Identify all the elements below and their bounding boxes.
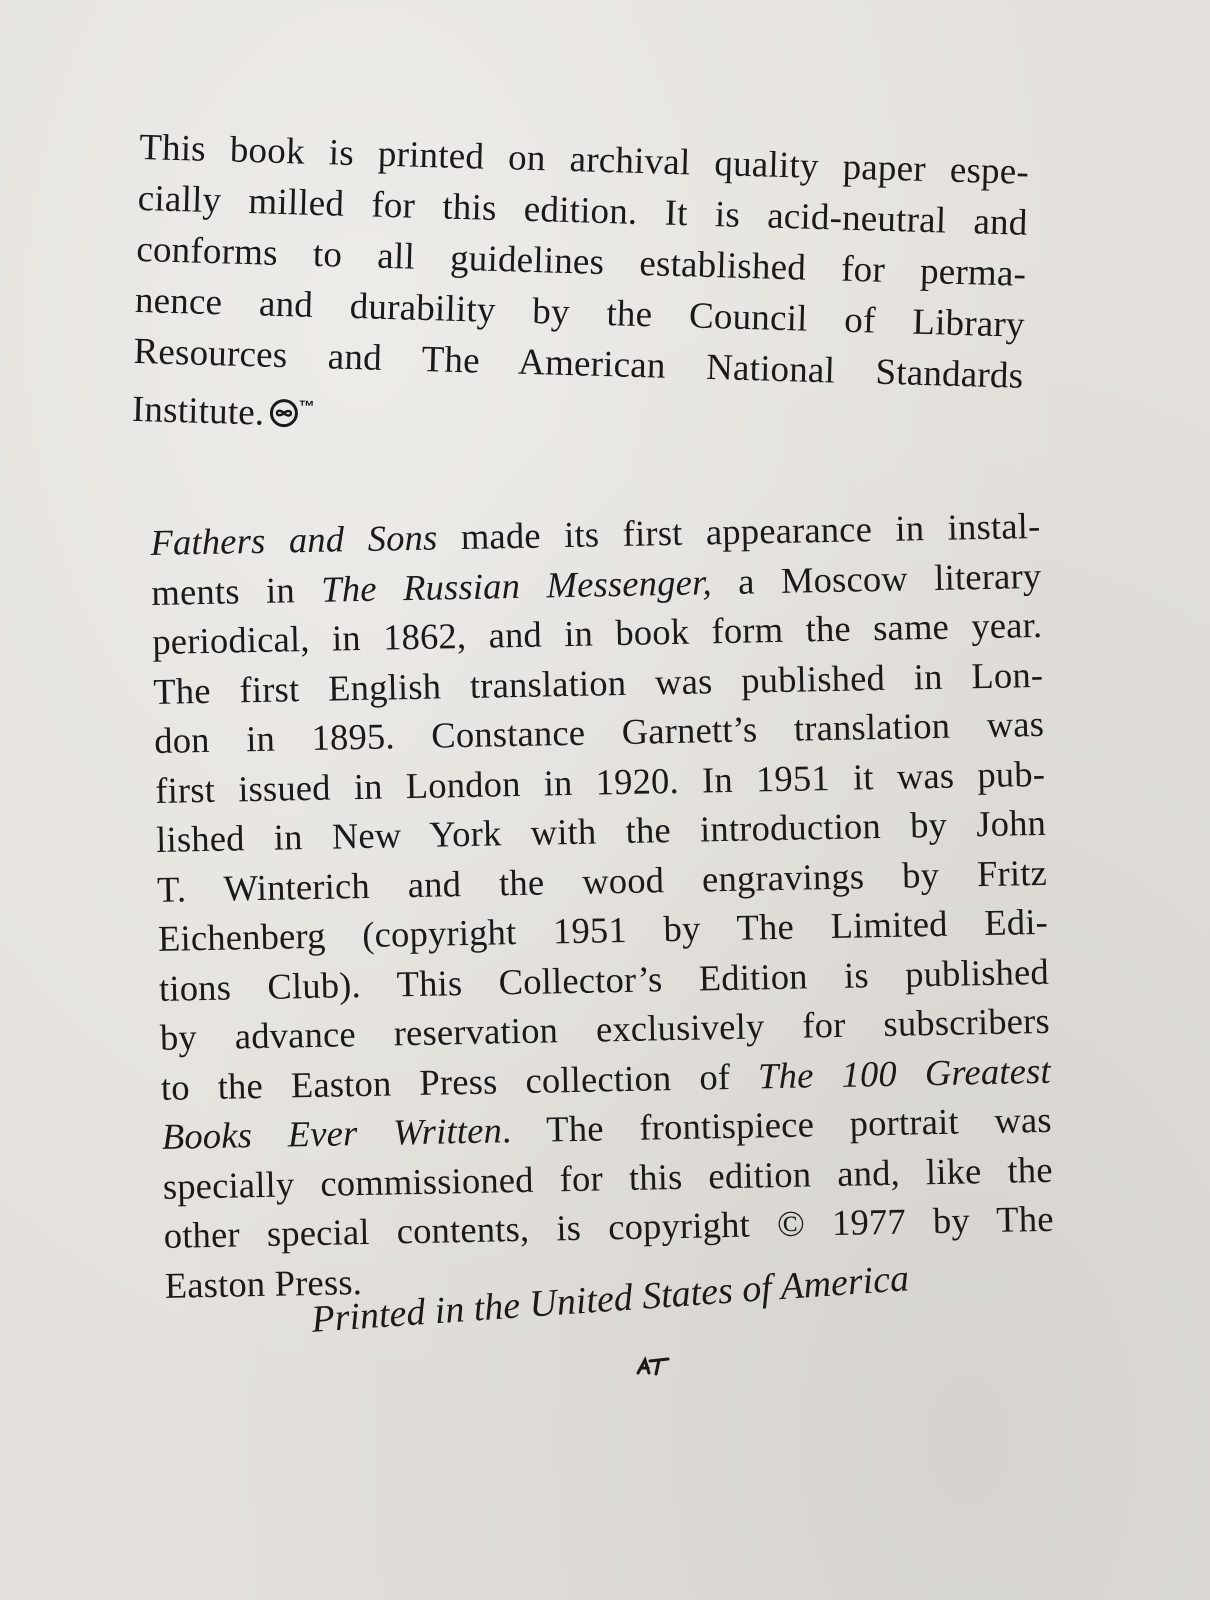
trademark-symbol: ™: [298, 398, 316, 416]
paper-notice-paragraph: [131, 122, 1029, 463]
book-title: Fathers and Sons: [150, 516, 438, 563]
history-line: The first English translation was published in Lon-: [152, 653, 1044, 712]
history-line: specially commissioned for this edition and, like the: [162, 1148, 1054, 1207]
printed-in-usa-line: Printed in the United States of America: [310, 1257, 911, 1341]
notice-line: cially milled for this edition. It is acid-neutral and: [137, 177, 1029, 244]
press-logo-icon: [636, 1356, 670, 1376]
periodical-title: The Russian Messenger,: [320, 560, 713, 610]
notice-line: conforms to all guidelines established for perma-: [135, 228, 1027, 295]
notice-line: nence and durability by the Council of Library: [134, 279, 1026, 346]
history-line: ments in The Russian Messenger, a Moscow literary: [151, 554, 1042, 613]
infinity-in-circle-icon: [268, 391, 299, 443]
history-line: by advance reservation exclusively for subscribers: [159, 999, 1051, 1058]
history-line: Easton Press.: [164, 1260, 363, 1306]
history-line: periodical, in 1862, and in book form the same year.: [151, 603, 1043, 662]
collection-title-continued: Books Ever Written: [161, 1109, 503, 1157]
notice-line: This book is printed on archival quality paper espe-: [138, 126, 1030, 193]
history-line: first issued in London in 1920. In 1951 it was pub-: [154, 752, 1046, 811]
notice-line: Resources and The American National Standards: [133, 330, 1024, 397]
history-line: Fathers and Sons made its first appearance in instal-: [150, 504, 1041, 563]
history-line: don in 1895. Constance Garnett’s translation was: [153, 702, 1045, 761]
history-line: Eichenberg (copyright 1951 by The Limited Edi-: [157, 900, 1049, 959]
history-line: tions Club). This Collector’s Edition is published: [158, 950, 1050, 1009]
history-line: Books Ever Written. The frontispiece portrait was: [161, 1098, 1053, 1157]
collection-title: The 100 Greatest: [757, 1049, 1052, 1096]
history-line: T. Winterich and the wood engravings by Fritz: [156, 851, 1048, 910]
notice-line: Institute. ™: [131, 377, 1022, 463]
publication-history-paragraph: [150, 501, 1055, 1310]
history-line: other special contents, is copyright © 1977 by The: [163, 1197, 1055, 1256]
history-line: to the Easton Press collection of The 100 Greatest: [160, 1049, 1052, 1108]
history-line: lished in New York with the introduction by John: [155, 801, 1047, 860]
